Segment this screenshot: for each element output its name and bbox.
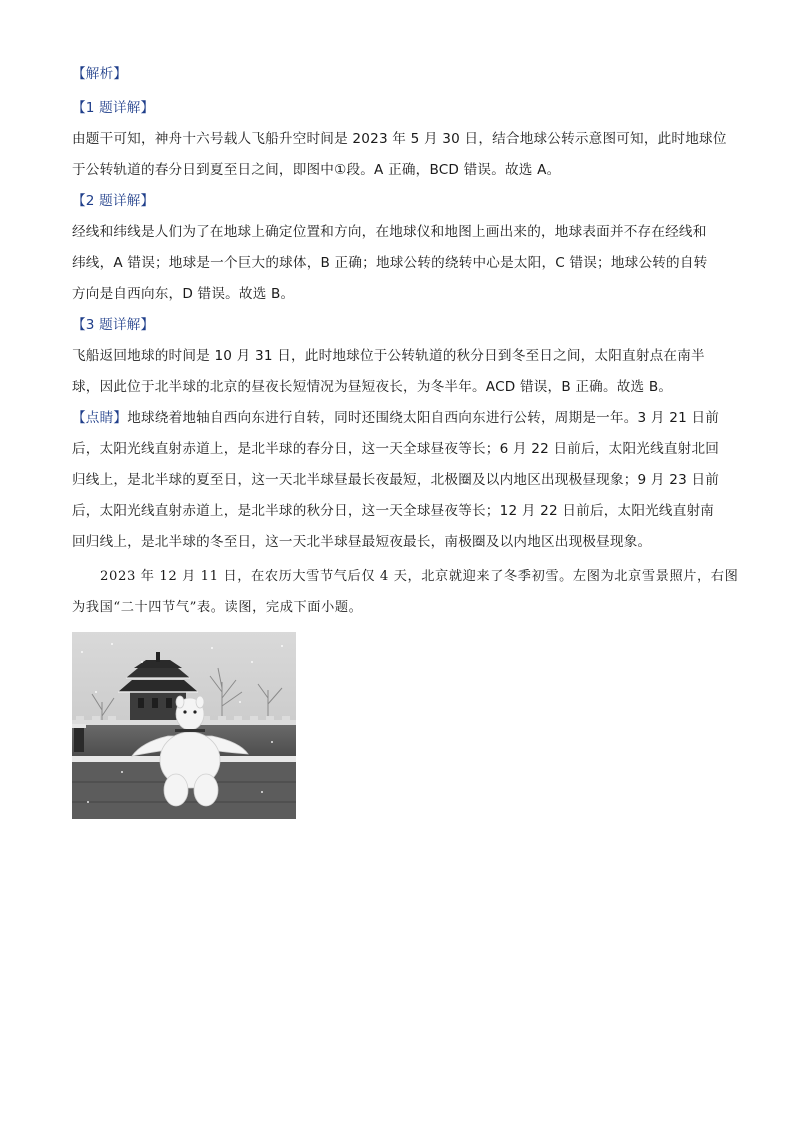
q1-heading: 【1 题详解】 <box>72 100 155 116</box>
tip-first-line: 地球绕着地轴自西向东进行自转，同时还围绕太阳自西向东进行公转，周期是一年。3 月 21 日前 <box>127 410 720 426</box>
q2-heading: 【2 题详解】 <box>72 193 155 209</box>
q2-line-3: 方向是自西向东，D 错误。故选 B。 <box>72 286 295 302</box>
analysis-heading: 【解析】 <box>72 66 128 82</box>
tip-line-4: 后，太阳光线直射赤道上，是北半球的秋分日，这一天全球昼夜等长；12 月 22 日前后，太阳光线直射南 <box>72 503 715 519</box>
tip-line-1 <box>72 408 719 428</box>
q2-line-2: 纬线，A 错误；地球是一个巨大的球体，B 正确；地球公转的绕转中心是太阳，C 错误；地球公转的自转 <box>72 255 708 271</box>
q2-line-1: 经线和纬线是人们为了在地球上确定位置和方向，在地球仪和地图上画出来的，地球表面并不存在经线和 <box>72 224 707 240</box>
tip-line-2: 后，太阳光线直射赤道上，是北半球的春分日，这一天全球昼夜等长；6 月 22 日前后，太阳光线直射北回 <box>72 441 720 457</box>
question-line-2: 为我国“二十四节气”表。读图，完成下面小题。 <box>72 600 363 615</box>
q1-line-1: 由题干可知，神舟十六号载人飞船升空时间是 2023 年 5 月 30 日，结合地球公转示意图可知，此时地球位 <box>72 131 727 147</box>
tip-line-3: 归线上，是北半球的夏至日，这一天北半球昼最长夜最短，北极圈及以内地区出现极昼现象；9 月 23 日前 <box>72 472 720 488</box>
tip-label: 【点睛】 <box>72 410 128 426</box>
q3-heading: 【3 题详解】 <box>72 317 155 333</box>
q3-line-2: 球，因此位于北半球的北京的昼夜长短情况为昼短夜长，为冬半年。ACD 错误，B 正确。故选 B。 <box>72 379 673 395</box>
beijing-snow-photo <box>72 632 296 819</box>
tip-line-5: 回归线上，是北半球的冬至日，这一天北半球昼最短夜最长，南极圈及以内地区出现极昼现象。 <box>72 534 652 550</box>
q3-line-1: 飞船返回地球的时间是 10 月 31 日，此时地球位于公转轨道的秋分日到冬至日之间，太阳直射点在南半 <box>72 348 705 364</box>
q1-line-2: 于公转轨道的春分日到夏至日之间，即图中①段。A 正确，BCD 错误。故选 A。 <box>72 162 561 178</box>
question-line-1: 2023 年 12 月 11 日，在农历大雪节气后仅 4 天，北京就迎来了冬季初雪。左图为北京雪景照片，右图 <box>100 569 739 584</box>
